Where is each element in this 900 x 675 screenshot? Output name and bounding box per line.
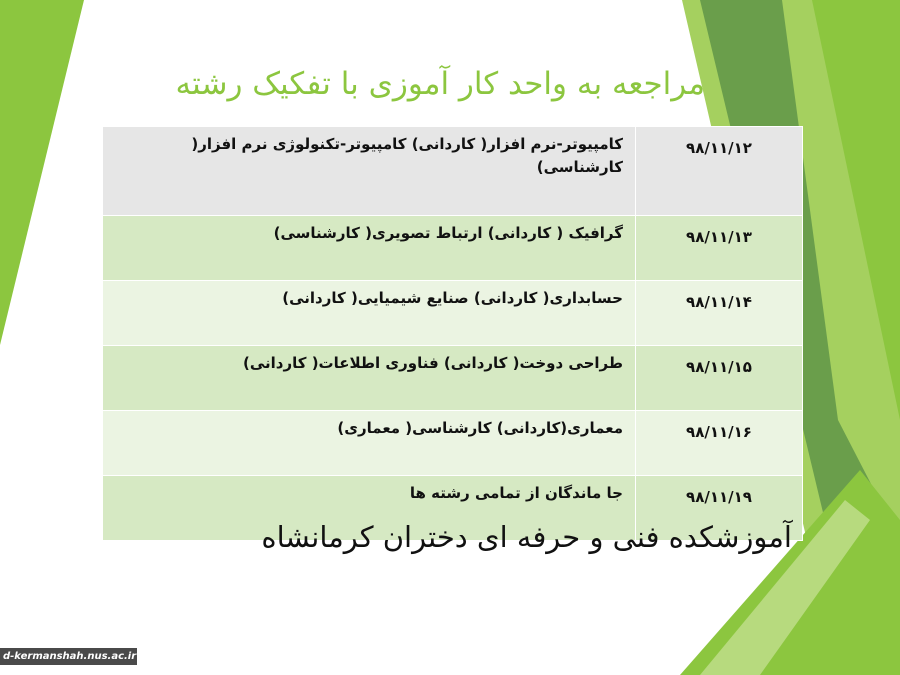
slide-title: مراجعه به واحد کار آموزی با تفکیک رشته xyxy=(175,66,705,102)
table-row xyxy=(103,127,803,216)
program-cell: طراحی دوخت( کاردانی) فناوری اطلاعات( کاردانی) xyxy=(103,346,636,411)
program-text-line: کامپیوتر-نرم افزار( کاردانی) کامپیوتر-تکنولوژی نرم افزار( xyxy=(191,135,623,153)
college-name: آموزشکده فنی و حرفه ای دختران کرمانشاه xyxy=(261,520,792,554)
date-cell: ۹۸/۱۱/۱۴ xyxy=(636,281,803,346)
date-cell: ۹۸/۱۱/۱۵ xyxy=(636,346,803,411)
program-cell xyxy=(103,127,636,216)
date-cell: ۹۸/۱۱/۱۲ xyxy=(636,127,803,216)
table-row xyxy=(103,346,803,411)
table-row xyxy=(103,281,803,346)
program-cell: حسابداری( کاردانی) صنایع شیمیایی( کاردانی) xyxy=(103,281,636,346)
left-green-triangle xyxy=(0,0,84,345)
table-row xyxy=(103,411,803,476)
program-cell: گرافیک ( کاردانی) ارتباط تصویری( کارشناسی) xyxy=(103,216,636,281)
program-text-line: کارشناسی) xyxy=(536,158,623,176)
program-cell: جا ماندگان از تمامی رشته ها xyxy=(103,476,636,541)
date-cell: ۹۸/۱۱/۱۶ xyxy=(636,411,803,476)
schedule-table xyxy=(102,126,803,541)
date-cell: ۹۸/۱۱/۱۳ xyxy=(636,216,803,281)
program-cell: معماری(کاردانی) کارشناسی( معماری) xyxy=(103,411,636,476)
date-cell: ۹۸/۱۱/۱۹ xyxy=(636,476,803,541)
table-row xyxy=(103,216,803,281)
website-watermark: d-kermanshah.nus.ac.ir xyxy=(0,648,137,665)
